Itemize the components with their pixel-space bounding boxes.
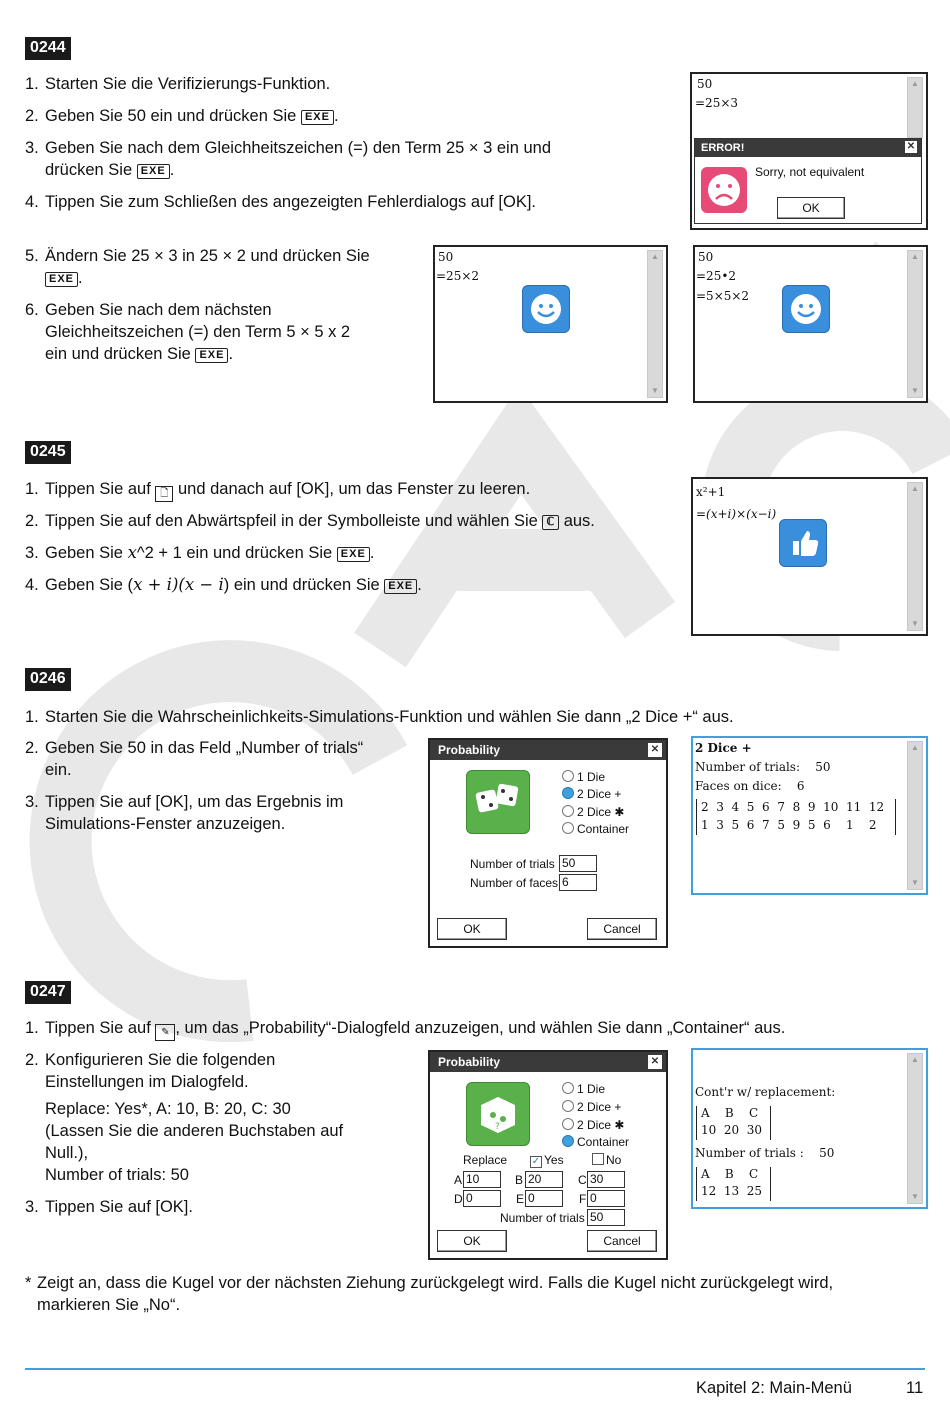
field-e-input[interactable]: 0 — [525, 1190, 563, 1207]
scrollbar[interactable]: ▲ ▼ — [907, 482, 923, 631]
ok-button[interactable]: OK — [777, 197, 845, 219]
exe-key-icon: EXE — [337, 547, 370, 562]
clipped-row — [696, 1048, 894, 1054]
svg-text:?: ? — [495, 1122, 500, 1132]
field-b-label: B — [515, 1173, 524, 1187]
dialog-title: Probability — [438, 743, 501, 757]
field-c-input[interactable]: 30 — [587, 1171, 625, 1188]
close-icon[interactable]: ✕ — [648, 743, 662, 757]
footer-divider — [25, 1368, 925, 1370]
smiley-icon — [782, 285, 830, 333]
step-0246-2: 2. Geben Sie 50 in das Feld „Number of trials“ ein. — [25, 739, 364, 779]
screen-verify-error: 50 =25×3 ▲ ERROR! ✕ Sorry, not equivalent OK — [690, 72, 928, 230]
trials-label: Number of trials — [500, 1211, 585, 1225]
step-0247-3: 3. Tippen Sie auf [OK]. — [25, 1198, 193, 1216]
footer-chapter: Kapitel 2: Main-Menü — [696, 1379, 852, 1397]
screen-verify-equivalent-2: 50 =25•2 =5×5×2 ▲ ▼ — [693, 245, 928, 403]
step-0245-2: 2. Tippen Sie auf den Abwärtspfeil in der Symbolleiste und wählen Sie ℂ aus. — [25, 512, 595, 530]
screen-dice-result: 2 Dice + Number of trials: 50 Faces on dice: 6 2 3 4 5 6 7 8 9 10 11 12 1 3 5 6 7 5 9 5 6 1 2 ▲ ▼ — [691, 736, 928, 895]
field-a-input[interactable]: 10 — [463, 1171, 501, 1188]
exe-key-icon: EXE — [45, 272, 78, 287]
step-0245-4: 4. Geben Sie (x + i)(x − i) ein und drücken Sie EXE . — [25, 575, 422, 594]
ok-button[interactable]: OK — [437, 918, 507, 940]
container-icon — [466, 1082, 530, 1146]
trials-input[interactable]: 50 — [559, 855, 597, 872]
scrollbar[interactable]: ▲ ▼ — [907, 1053, 923, 1204]
faces-label: Number of faces — [470, 876, 559, 890]
error-title: ERROR! — [701, 142, 745, 154]
error-dialog — [694, 138, 922, 224]
clear-document-icon: 🗋 — [155, 486, 173, 502]
radio-2-dice-times[interactable]: 2 Dice ✱ — [562, 805, 624, 819]
edit-settings-icon: ✎ — [155, 1024, 175, 1041]
step-0244-4: 4. Tippen Sie zum Schließen des angezeigten Fehlerdialogs auf [OK]. — [25, 193, 537, 211]
field-b-input[interactable]: 20 — [525, 1171, 563, 1188]
field-d-label: D — [454, 1192, 463, 1206]
thumbs-up-icon — [779, 519, 827, 567]
container-matrix: A B C 10 20 30 — [696, 1106, 771, 1140]
radio-2-dice-times[interactable]: 2 Dice ✱ — [562, 1118, 624, 1132]
close-icon[interactable]: ✕ — [906, 141, 916, 152]
step-0245-1: 1. Tippen Sie auf 🗋 und danach auf [OK], um das Fenster zu leeren. — [25, 478, 530, 502]
screen-container-result: Cont'r w/ replacement: A B C 10 20 30 Number of trials : 50 A B C 12 13 25 ▲ ▼ — [691, 1048, 928, 1209]
replace-label: Replace — [463, 1153, 508, 1167]
radio-1-die[interactable]: 1 Die — [562, 770, 605, 784]
radio-container[interactable]: Container — [562, 1135, 629, 1149]
field-a-label: A — [454, 1173, 463, 1187]
dialog-title: Probability — [438, 1055, 501, 1069]
result-matrix: A B C 12 13 25 — [696, 1167, 771, 1201]
exe-key-icon: EXE — [137, 164, 170, 179]
step-0244-6: 6. Geben Sie nach dem nächsten Gleichheitszeichen (=) den Term 5 × 5 x 2 ein und drücken Sie EXE . — [25, 301, 351, 363]
screen-verify-equivalent-1: 50 =25×2 ▲ ▼ — [433, 245, 668, 403]
field-d-input[interactable]: 0 — [463, 1190, 501, 1207]
scrollbar[interactable]: ▲ ▼ — [907, 741, 923, 890]
step-0244-5: 5. Ändern Sie 25 × 3 in 25 × 2 und drücken Sie EXE . — [25, 247, 370, 287]
field-f-label: F — [579, 1192, 587, 1206]
section-tag-0245: 0245 — [25, 441, 71, 464]
step-0246-3: 3. Tippen Sie auf [OK], um das Ergebnis im Simulations-Fenster anzuzeigen. — [25, 793, 344, 833]
exe-key-icon: EXE — [195, 348, 228, 363]
screen-verify-complex: x²+1 =(x+i)×(x−i) ▲ ▼ — [691, 477, 928, 636]
error-message: Sorry, not equivalent — [755, 165, 865, 179]
result-matrix: 2 3 4 5 6 7 8 9 10 11 12 1 3 5 6 7 5 9 5 6 1 2 — [696, 799, 896, 835]
radio-container[interactable]: Container — [562, 822, 629, 836]
radio-1-die[interactable]: 1 Die — [562, 1082, 605, 1096]
radio-2-dice-plus[interactable]: 2 Dice + — [562, 787, 621, 801]
trials-input[interactable]: 50 — [587, 1209, 625, 1226]
close-icon[interactable]: ✕ — [648, 1055, 662, 1069]
section-tag-0244: 0244 — [25, 37, 71, 60]
replace-no-checkbox[interactable]: No — [592, 1153, 621, 1167]
step-0244-3: 3. Geben Sie nach dem Gleichheitszeichen (=) den Term 25 × 3 ein und drücken Sie EXE . — [25, 139, 552, 179]
step-0245-3: 3. Geben Sie x^2 + 1 ein und drücken Sie EXE . — [25, 543, 375, 562]
section-tag-0246: 0246 — [25, 668, 71, 691]
cancel-button[interactable]: Cancel — [587, 1230, 657, 1252]
footnote: * Zeigt an, dass die Kugel vor der nächsten Ziehung zurückgelegt wird. Falls die Kugel nicht zurückgelegt wird, markieren Sie „No“. — [25, 1274, 834, 1314]
field-c-label: C — [578, 1173, 587, 1187]
scrollbar[interactable]: ▲ ▼ — [647, 250, 663, 398]
radio-2-dice-plus[interactable]: 2 Dice + — [562, 1100, 621, 1114]
step-0247-1: 1. Tippen Sie auf ✎ , um das „Probability“-Dialogfeld anzuzeigen, und wählen Sie dann „Container“ aus. — [25, 1017, 785, 1041]
cancel-button[interactable]: Cancel — [587, 918, 657, 940]
exe-key-icon: EXE — [384, 579, 417, 594]
step-0244-1: 1. Starten Sie die Verifizierungs-Funktion. — [25, 75, 331, 93]
page-number: 11 — [906, 1379, 924, 1397]
ok-button[interactable]: OK — [437, 1230, 507, 1252]
field-f-input[interactable]: 0 — [587, 1190, 625, 1207]
sad-face-icon — [701, 167, 747, 213]
dice-icon — [466, 770, 530, 834]
step-0247-2: 2. Konfigurieren Sie die folgenden Einstellungen im Dialogfeld. Replace: Yes*, A: 10, B: 20, C: 30 (Lassen Sie die anderen Buchstaben auf Null.), Number of trials: 50 — [25, 1051, 344, 1184]
scrollbar[interactable]: ▲ — [907, 77, 923, 138]
probability-dialog-dice — [428, 738, 668, 948]
faces-input[interactable]: 6 — [559, 874, 597, 891]
scrollbar[interactable]: ▲ ▼ — [907, 250, 923, 398]
complex-mode-icon: ℂ — [542, 515, 559, 530]
smiley-icon — [522, 285, 570, 333]
probability-dialog-container — [428, 1050, 668, 1260]
step-0244-2: 2. Geben Sie 50 ein und drücken Sie EXE . — [25, 107, 339, 125]
field-e-label: E — [516, 1192, 525, 1206]
section-tag-0247: 0247 — [25, 981, 71, 1004]
replace-yes-checkbox[interactable]: ✓ Yes — [531, 1153, 564, 1167]
trials-label: Number of trials — [470, 857, 555, 871]
exe-key-icon: EXE — [301, 110, 334, 125]
step-0246-1: 1. Starten Sie die Wahrscheinlichkeits-Simulations-Funktion und wählen Sie dann „2 Dice +“ aus. — [25, 708, 734, 726]
